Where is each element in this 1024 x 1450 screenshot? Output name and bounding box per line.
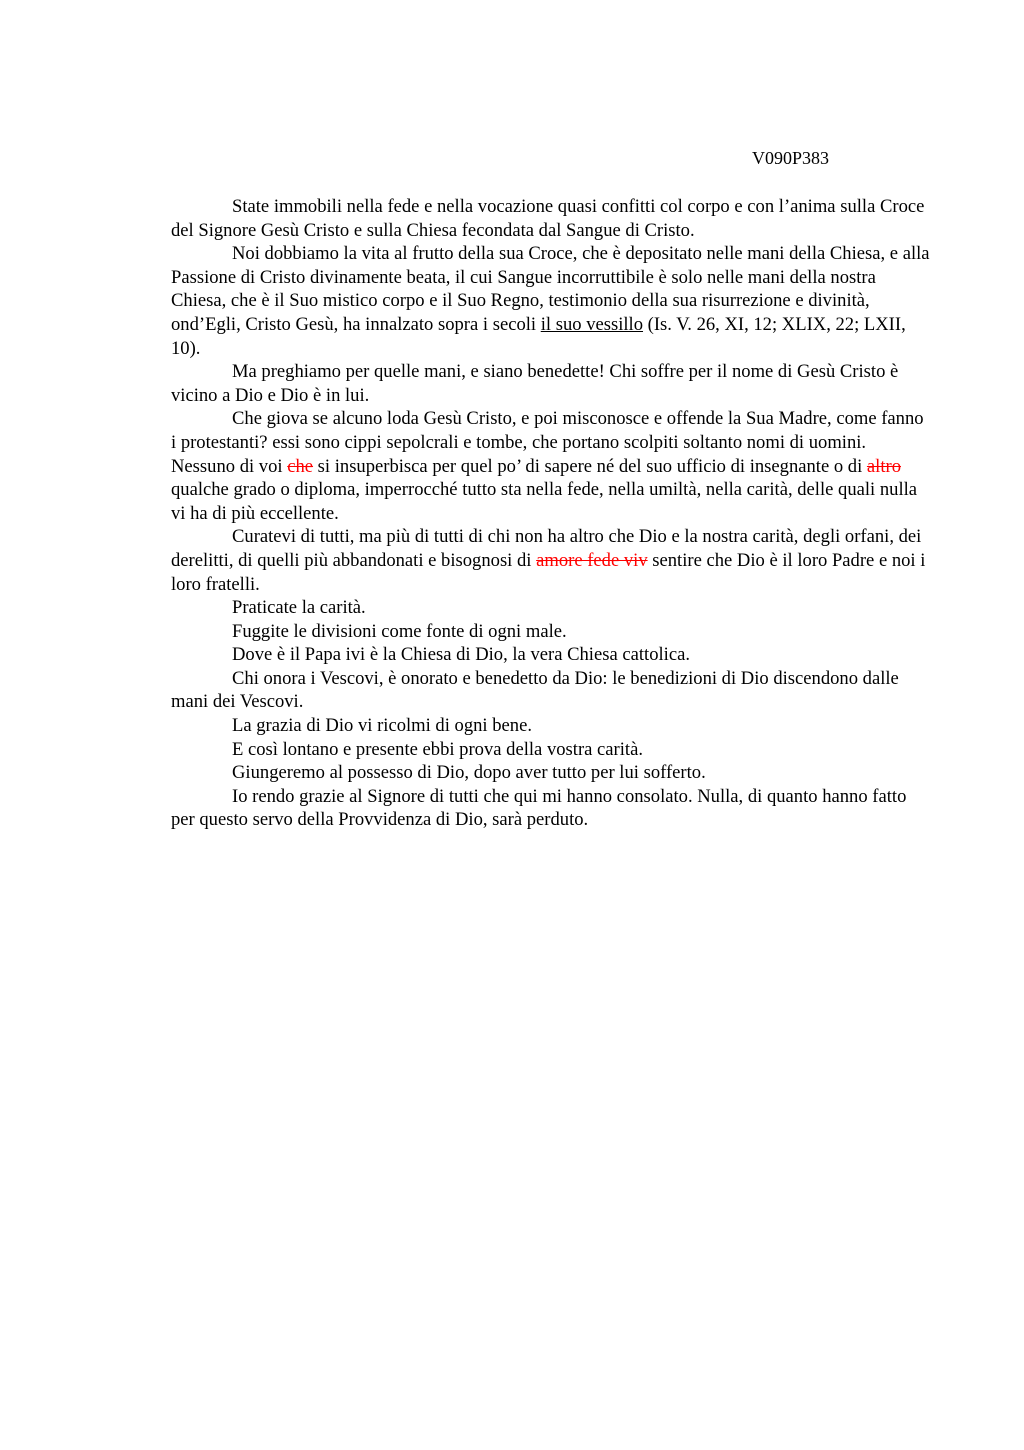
paragraph-1: State immobili nella fede e nella vocazione quasi confitti col corpo e con l’anima sulla Croce del Signore Gesù Cristo e sulla Chiesa fecondata dal Sangue di Cristo. — [171, 196, 925, 241]
paragraph-4-text-b: si insuperbisca per quel po’ di sapere né del suo ufficio di insegnante o di — [313, 455, 867, 477]
page-reference: V090P383 — [752, 148, 830, 168]
paragraph-5-text-a: Curatevi di tutti, ma più di tutti di chi non ha altro che Dio e la nostra carità, degli orfani, dei derelitti, di quelli più abbandonati e bisognosi di — [171, 526, 922, 571]
paragraph-13: Io rendo grazie al Signore di tutti che qui mi hanno consolato. Nulla, di quanto hanno fatto per questo servo della Provvidenza di Dio, sarà perduto. — [171, 785, 907, 831]
deleted-phrase: amore fede viv — [536, 549, 648, 571]
paragraph-4-text-c: qualche grado o diploma, imperrocché tutto sta nella fede, nella umiltà, nella carità, delle quali nulla vi ha di più eccellente. — [171, 479, 918, 524]
paragraph-2 — [171, 242, 931, 360]
document-body — [171, 195, 931, 832]
paragraph-7: Fuggite le divisioni come fonte di ogni male. — [232, 620, 567, 642]
paragraph-6: Praticate la carità. — [232, 597, 366, 619]
paragraph-10: La grazia di Dio vi ricolmi di ogni bene. — [232, 715, 532, 737]
deleted-word-altro: altro — [866, 455, 901, 477]
paragraph-9: Chi onora i Vescovi, è onorato e benedetto da Dio: le benedizioni di Dio discendono dalle mani dei Vescovi. — [171, 667, 899, 713]
paragraph-2-text-a: Noi dobbiamo la vita al frutto della sua Croce, che è depositato nelle mani della Chiesa, e alla Passione di Cristo divinamente beata, il cui Sangue incorruttibile è solo nelle mani della nostra Chiesa, che è il Suo mistico corpo e il Suo Regno, testimonio della sua risurrezione e divinità, ond’Egli, Cristo Gesù, ha innalzato sopra i secoli — [171, 243, 930, 335]
paragraph-11: E così lontano e presente ebbi prova della vostra carità. — [232, 738, 643, 760]
paragraph-12: Giungeremo al possesso di Dio, dopo aver tutto per lui sofferto. — [232, 762, 706, 784]
paragraph-3: Ma preghiamo per quelle mani, e siano benedette! Chi soffre per il nome di Gesù Cristo è vicino a Dio e Dio è in lui. — [171, 361, 899, 406]
underlined-phrase: il suo vessillo — [540, 313, 644, 335]
paragraph-4-text-a: Che giova se alcuno loda Gesù Cristo, e poi misconosce e offende la Sua Madre, come fanno i protestanti? essi sono cippi sepolcrali e tombe, che portano scolpiti soltanto nomi di uomini. Nessuno di voi — [171, 408, 924, 477]
paragraph-4 — [171, 407, 931, 525]
paragraph-2-text-b: (Is. V. 26, XI, 12; XLIX, 22; LXII, 10). — [171, 313, 906, 359]
deleted-word-che: che — [287, 455, 314, 477]
paragraph-5 — [171, 525, 931, 596]
paragraph-5-text-b: sentire che Dio è il loro Padre e noi i loro fratelli. — [171, 549, 926, 595]
paragraph-8: Dove è il Papa ivi è la Chiesa di Dio, la vera Chiesa cattolica. — [232, 644, 690, 666]
